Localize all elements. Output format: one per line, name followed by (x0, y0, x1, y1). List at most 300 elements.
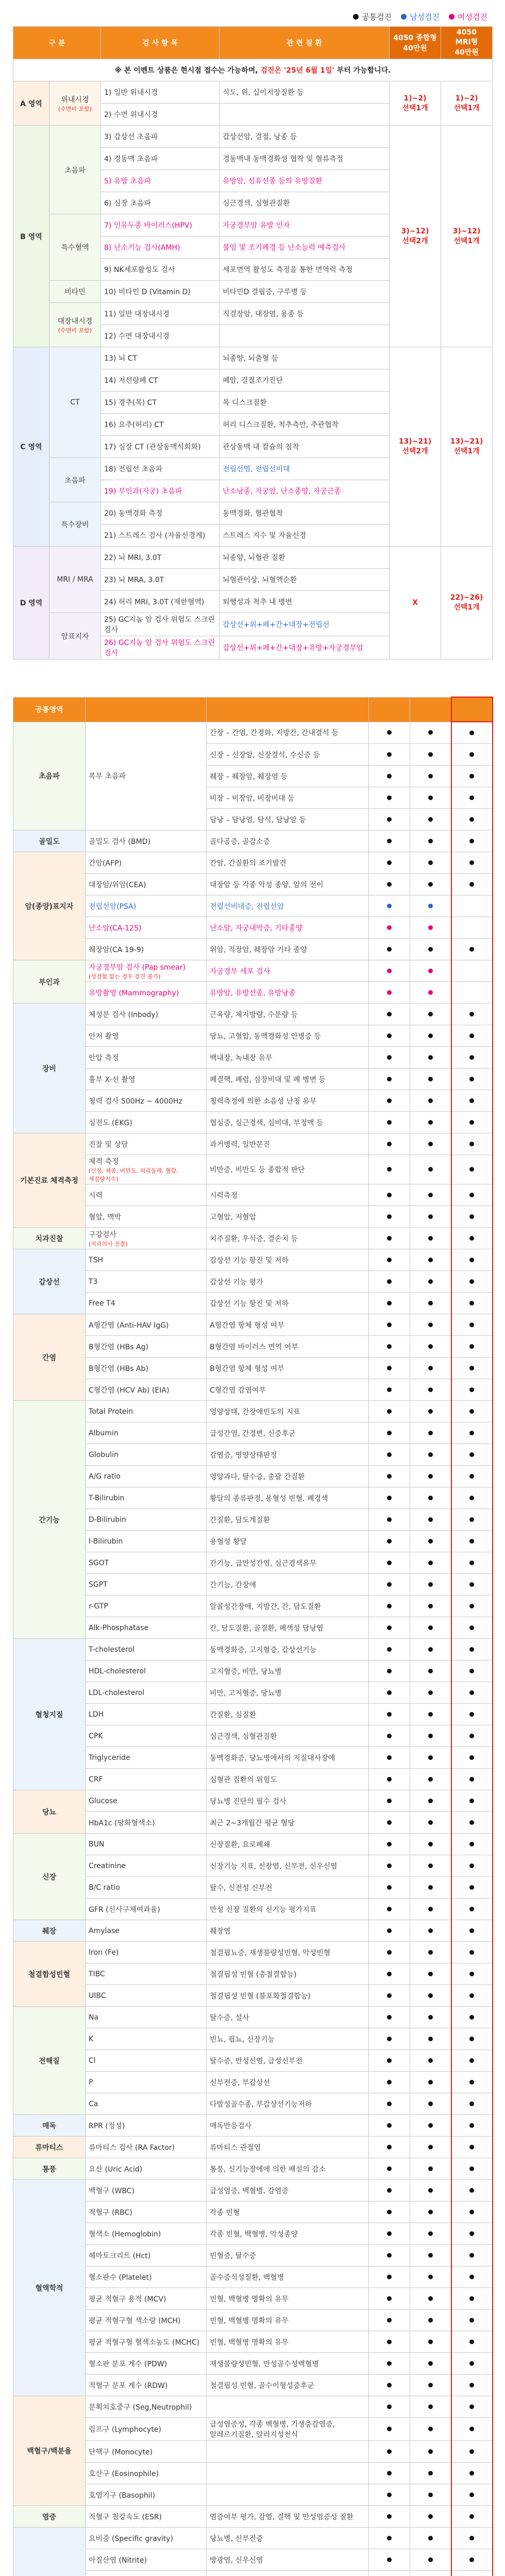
common-dot-icon (387, 2514, 392, 2519)
common-dot-icon (428, 1366, 433, 1370)
common-dot-icon (387, 860, 392, 865)
inclusion-mark (369, 809, 410, 831)
inclusion-mark (410, 1942, 451, 1963)
common-dot-icon (428, 1928, 433, 1933)
common-row (13, 1025, 493, 1047)
notice-text: ※ 본 이벤트 상품은 현시점 접수는 가능하며, 검진은 '25년 6월 1일' 부터 가능합니다. (13, 59, 493, 81)
common-dot-icon (469, 1496, 474, 1500)
inclusion-mark (451, 2571, 493, 2576)
common-row (13, 1596, 493, 1617)
inclusion-mark (410, 2288, 451, 2310)
common-item: I-Bilirubin (86, 1531, 207, 1552)
common-item: T-Bilirubin (86, 1487, 207, 1509)
inclusion-mark (410, 2418, 451, 2441)
common-area: 신장 (13, 1834, 86, 1920)
inclusion-mark (451, 1920, 493, 1942)
common-dot-icon (428, 1098, 433, 1103)
common-area: 골밀도 (13, 831, 86, 852)
common-dot-icon (428, 1950, 433, 1955)
common-dot-icon (387, 1055, 392, 1060)
common-dot-icon (387, 1799, 392, 1803)
inclusion-mark (410, 2310, 451, 2331)
common-dot-icon (469, 1539, 474, 1544)
common-dot-icon (469, 2427, 474, 2431)
common-item: TSH (86, 1249, 207, 1271)
common-dot-icon (428, 1799, 433, 1803)
legend-female-label: 여성검진 (458, 12, 487, 22)
common-desc: 시력측정 (207, 1184, 369, 1206)
common-dot-icon (428, 2318, 433, 2323)
common-row (13, 895, 493, 917)
common-dot-icon (428, 2253, 433, 2258)
common-dot-icon (469, 1517, 474, 1522)
common-item: Triglyceride (86, 1747, 207, 1769)
common-items-table (13, 697, 493, 2576)
common-dot-icon (428, 1734, 433, 1738)
common-dot-icon (428, 2058, 433, 2063)
common-item: 적혈구 침강속도 (ESR) (86, 2506, 207, 2528)
common-area: 당뇨 (13, 1790, 86, 1834)
common-dot-icon (428, 1279, 433, 1284)
common-dot-icon (387, 1561, 392, 1565)
legend-male-label: 남성검진 (410, 12, 440, 22)
common-dot-icon (387, 2471, 392, 2476)
common-dot-icon (387, 1077, 392, 1081)
common-dot-icon (428, 752, 433, 757)
inclusion-mark (369, 1509, 410, 1531)
common-dot-icon (428, 1214, 433, 1219)
inclusion-mark (369, 2093, 410, 2115)
common-dot-icon (428, 1604, 433, 1608)
exam-desc: 뇌종양, 뇌혈관 질환 (220, 547, 390, 569)
common-area: 초음파 (13, 722, 86, 831)
common-dot-icon (469, 1842, 474, 1846)
common-dot-icon (469, 2514, 474, 2519)
common-item: 평균 적혈구 용적 (MCV) (86, 2288, 207, 2310)
common-dot-icon (387, 1167, 392, 1172)
common-dot-icon (428, 1012, 433, 1016)
common-dot-icon (469, 1993, 474, 1998)
inclusion-mark (410, 1004, 451, 1025)
header-area: 공통영역 (13, 697, 86, 722)
common-row (13, 1834, 493, 1855)
common-dot-icon (469, 1647, 474, 1652)
inclusion-mark (410, 939, 451, 960)
common-row (13, 2028, 493, 2050)
common-area: 암(종양)표지자 (13, 852, 86, 960)
exam-item: 1) 일반 위내시경 (101, 81, 220, 104)
common-dot-icon (387, 1734, 392, 1738)
common-dot-icon (387, 1452, 392, 1457)
male-dot-icon (401, 14, 407, 20)
inclusion-mark (369, 1249, 410, 1271)
common-dot-icon (387, 1344, 392, 1349)
common-dot-icon (469, 2340, 474, 2344)
common-row (13, 2310, 493, 2331)
inclusion-mark (451, 2072, 493, 2093)
inclusion-mark (451, 2158, 493, 2180)
inclusion-mark (451, 1574, 493, 1596)
exam-item: 10) 비타민 D (Vitamin D) (101, 281, 220, 303)
common-dot-icon (469, 2318, 474, 2323)
common-dot-icon (428, 2383, 433, 2387)
inclusion-mark (451, 1877, 493, 1899)
inclusion-mark (369, 939, 410, 960)
package-general-select: 13)~21) 선택2개 (390, 347, 441, 547)
common-item: 난소암(CA-125) (86, 917, 207, 939)
inclusion-mark (369, 1206, 410, 1228)
common-dot-icon (469, 2231, 474, 2236)
exam-item: 18) 전립선 초음파 (101, 458, 220, 480)
inclusion-mark (410, 2353, 451, 2375)
inclusion-mark (410, 1090, 451, 1112)
inclusion-mark (451, 1090, 493, 1112)
inclusion-mark (451, 1271, 493, 1293)
inclusion-mark (369, 1133, 410, 1155)
inclusion-mark (451, 1682, 493, 1704)
common-dot-icon (428, 2296, 433, 2301)
common-dot-icon (387, 2275, 392, 2279)
inclusion-mark (451, 895, 493, 917)
inclusion-mark (369, 2418, 410, 2441)
common-dot-icon (387, 2340, 392, 2344)
sub-category: CT (49, 347, 101, 458)
common-dot-icon (428, 1820, 433, 1825)
inclusion-mark (410, 1249, 451, 1271)
common-dot-icon (387, 2058, 392, 2063)
inclusion-mark (369, 1379, 410, 1401)
common-dot-icon (387, 2123, 392, 2128)
common-dot-icon (428, 1236, 433, 1241)
inclusion-mark (410, 1401, 451, 1422)
common-dot-icon (469, 1885, 474, 1890)
common-dot-icon (428, 1517, 433, 1522)
inclusion-mark (451, 2050, 493, 2072)
common-dot-icon (353, 14, 359, 20)
common-dot-icon (469, 2123, 474, 2128)
common-row (13, 2441, 493, 2463)
common-dot-icon (387, 795, 392, 800)
package-row (13, 126, 493, 148)
common-dot-icon (469, 1474, 474, 1479)
common-item: SGOT (86, 1552, 207, 1574)
common-dot-icon (428, 1755, 433, 1760)
common-desc: 신장 – 신장암, 신장결석, 수신증 등 (207, 744, 369, 766)
common-dot-icon (469, 1820, 474, 1825)
inclusion-mark (369, 1047, 410, 1069)
common-dot-icon (428, 2231, 433, 2236)
common-dot-icon (387, 2536, 392, 2540)
inclusion-mark (451, 1401, 493, 1422)
exam-desc: 심근경색, 심혈관질환 (220, 192, 390, 214)
common-item (86, 2571, 207, 2576)
common-dot-icon (428, 2361, 433, 2366)
common-desc: 백내장, 녹내장 유무 (207, 1047, 369, 1069)
inclusion-mark (369, 1271, 410, 1293)
inclusion-mark (410, 1985, 451, 2007)
common-dot-icon (469, 1972, 474, 1976)
common-dot-icon (428, 1496, 433, 1500)
common-dot-icon (469, 1098, 474, 1103)
common-row (13, 1985, 493, 2007)
inclusion-mark (410, 2093, 451, 2115)
common-dot-icon (387, 1517, 392, 1522)
sub-category: 대장내시경 (수면비 포함) (49, 303, 101, 347)
common-dot-icon (469, 2037, 474, 2041)
inclusion-mark (369, 1069, 410, 1090)
common-row (13, 2050, 493, 2072)
common-dot-icon (469, 2102, 474, 2106)
sub-category: 초음파 (49, 126, 101, 214)
common-item-note: (신장, 체중, 비만도, 허리둘레, 혈압, 체질량지수) (89, 1167, 178, 1182)
area-label: B 영역 (13, 126, 49, 347)
common-item: LDL-cholesterol (86, 1682, 207, 1704)
common-item: HbA1c (당화혈색소) (86, 1812, 207, 1834)
common-desc: 비만, 고지혈증, 당뇨병 (207, 1682, 369, 1704)
common-desc: 난소암, 자궁내막증, 기타종양 (207, 917, 369, 939)
common-row (13, 1004, 493, 1025)
common-dot-icon (428, 1972, 433, 1976)
common-desc: 탈수증, 설사 (207, 2007, 369, 2028)
inclusion-mark (369, 1314, 410, 1336)
inclusion-mark (410, 2571, 451, 2576)
common-desc: B형간염 항체 형성 여부 (207, 1358, 369, 1379)
common-area: 장비 (13, 1004, 86, 1133)
common-row (13, 1271, 493, 1293)
common-items-header (13, 697, 493, 722)
inclusion-mark (451, 917, 493, 939)
inclusion-mark (410, 960, 451, 982)
common-item: 췌장암(CA 19-9) (86, 939, 207, 960)
common-dot-icon (469, 1690, 474, 1695)
package-row (13, 547, 493, 569)
inclusion-mark (410, 1574, 451, 1596)
common-dot-icon (469, 1625, 474, 1630)
common-desc: 동맥경화증, 당뇨병에서의 지질대사장애 (207, 1747, 369, 1769)
female-dot-icon (387, 990, 392, 995)
common-item: 류마티스 검사 (RA Factor) (86, 2137, 207, 2158)
inclusion-mark (451, 831, 493, 852)
common-item: 평균 적혈구혈 혈색소농도 (MCHC) (86, 2331, 207, 2353)
common-dot-icon (428, 2145, 433, 2149)
common-item: T3 (86, 1271, 207, 1293)
common-desc: 췌장염 (207, 1920, 369, 1942)
common-dot-icon (469, 795, 474, 800)
common-desc: 급성염증성, 각종 백혈병, 기생충감염증, 알레르기질환, 알러지성천식 (207, 2418, 369, 2441)
inclusion-mark (410, 766, 451, 787)
female-dot-icon (428, 990, 433, 995)
common-area: 혈액학적 (13, 2180, 86, 2396)
common-row (13, 1047, 493, 1069)
common-dot-icon (469, 1193, 474, 1197)
common-dot-icon (387, 817, 392, 822)
inclusion-mark (410, 1747, 451, 1769)
inclusion-mark (410, 1293, 451, 1314)
common-dot-icon (428, 1193, 433, 1197)
inclusion-mark (369, 1855, 410, 1877)
inclusion-mark (369, 1769, 410, 1790)
inclusion-mark (369, 766, 410, 787)
common-dot-icon (428, 795, 433, 800)
package-general-select: 1)~2) 선택1개 (390, 81, 441, 126)
inclusion-mark (451, 1963, 493, 1985)
inclusion-mark (451, 1660, 493, 1682)
male-dot-icon (428, 904, 433, 908)
common-item: 골밀도 검사 (BMD) (86, 831, 207, 852)
common-item: 요산 (Uric Acid) (86, 2158, 207, 2180)
common-dot-icon (469, 1928, 474, 1933)
inclusion-mark (451, 1112, 493, 1133)
common-row (13, 917, 493, 939)
common-dot-icon (428, 882, 433, 887)
common-desc: 빈혈, 백혈병 명확의 유무 (207, 2288, 369, 2310)
common-dot-icon (469, 1120, 474, 1125)
common-dot-icon (469, 1582, 474, 1587)
common-dot-icon (387, 1496, 392, 1500)
inclusion-mark (451, 1790, 493, 1812)
inclusion-mark (369, 2028, 410, 2050)
common-desc: 근육량, 체지방량, 수분량 등 (207, 1004, 369, 1025)
common-dot-icon (428, 2210, 433, 2214)
inclusion-mark (451, 2007, 493, 2028)
common-item: HDL-cholesterol (86, 1660, 207, 1682)
inclusion-mark (451, 960, 493, 982)
inclusion-mark (451, 1025, 493, 1047)
common-row (13, 2266, 493, 2288)
exam-desc: 퇴행성과 척추 내 병변 (220, 591, 390, 613)
inclusion-mark (451, 1769, 493, 1790)
common-item: 요비중 (Specific gravity) (86, 2528, 207, 2549)
common-desc: 과거병력, 일반문진 (207, 1133, 369, 1155)
exam-desc (220, 104, 390, 126)
common-item: 평균 적혈구혈 색소량 (MCH) (86, 2310, 207, 2331)
inclusion-mark (451, 1466, 493, 1487)
package-mri-select: 1)~2) 선택1개 (441, 81, 493, 126)
sub-category: MRI / MRA (49, 547, 101, 613)
inclusion-mark (410, 1509, 451, 1531)
inclusion-mark (410, 1855, 451, 1877)
common-area: 췌장 (13, 1920, 86, 1942)
common-item: 백혈구 (WBC) (86, 2180, 207, 2201)
common-row (13, 2375, 493, 2396)
exam-desc: 뇌혈관이상, 뇌혈액순환 (220, 569, 390, 591)
common-row (13, 1812, 493, 1834)
legend (0, 0, 505, 26)
exam-item: 21) 스트레스 검사 (자율신경계) (101, 524, 220, 547)
common-row (13, 2571, 493, 2576)
inclusion-mark (410, 1336, 451, 1358)
exam-desc: 식도, 위, 십이지장질환 등 (220, 81, 390, 104)
common-dot-icon (469, 2493, 474, 2497)
common-dot-icon (428, 1258, 433, 1262)
inclusion-mark (451, 1899, 493, 1920)
common-row (13, 1552, 493, 1574)
inclusion-mark (369, 744, 410, 766)
common-dot-icon (387, 1214, 392, 1219)
sub-category: 특수혈액 (49, 214, 101, 281)
common-desc: 각종 빈혈 (207, 2201, 369, 2223)
inclusion-mark (410, 831, 451, 852)
common-item: 유방촬영 (Mammography) (86, 982, 207, 1004)
common-desc: 대장암 등 각종 악성 종양, 암의 전이 (207, 874, 369, 895)
common-row (13, 2072, 493, 2093)
common-dot-icon (387, 1777, 392, 1782)
common-row (13, 1422, 493, 1444)
common-row (13, 2115, 493, 2137)
area-label: A 영역 (13, 81, 49, 126)
inclusion-mark (451, 1133, 493, 1155)
inclusion-mark (451, 1358, 493, 1379)
common-item: 분획치호중구 (Seg,Neutrophil) (86, 2396, 207, 2418)
inclusion-mark (410, 1466, 451, 1487)
common-dot-icon (387, 1142, 392, 1146)
common-dot-icon (469, 1012, 474, 1016)
common-dot-icon (428, 839, 433, 843)
inclusion-mark (369, 2331, 410, 2353)
inclusion-mark (451, 1834, 493, 1855)
common-item: 체성분 검사 (Inbody) (86, 1004, 207, 1025)
common-dot-icon (428, 1539, 433, 1544)
common-dot-icon (469, 2383, 474, 2387)
inclusion-mark (451, 1487, 493, 1509)
common-row (13, 1358, 493, 1379)
common-dot-icon (469, 1452, 474, 1457)
common-dot-icon (428, 1712, 433, 1717)
sub-category: 특수장비 (49, 502, 101, 547)
common-dot-icon (387, 882, 392, 887)
common-item: 대장암/위암(CEA) (86, 874, 207, 895)
sub-category: 암표지자 (49, 613, 101, 659)
common-item: 아질산염 (Nitrite) (86, 2549, 207, 2571)
inclusion-mark (369, 1660, 410, 1682)
inclusion-mark (410, 1155, 451, 1184)
inclusion-mark (410, 1552, 451, 1574)
common-area: 백혈구/백분율 (13, 2396, 86, 2506)
common-dot-icon (469, 2361, 474, 2366)
inclusion-mark (369, 2549, 410, 2571)
inclusion-mark (451, 2506, 493, 2528)
inclusion-mark (451, 982, 493, 1004)
exam-item: 2) 수면 위내시경 (101, 104, 220, 126)
inclusion-mark (410, 2050, 451, 2072)
inclusion-mark (369, 1293, 410, 1314)
common-desc: 간, 담도질환, 골질환, 폐색성 담낭염 (207, 1617, 369, 1639)
exam-item: 20) 동맥경화 측정 (101, 502, 220, 524)
header-m2 (410, 697, 451, 722)
female-dot-icon (449, 14, 454, 20)
common-item: Na (86, 2007, 207, 2028)
common-dot-icon (387, 2296, 392, 2301)
common-row (13, 2549, 493, 2571)
common-desc (207, 2441, 369, 2463)
common-dot-icon (469, 2275, 474, 2279)
common-item: 구강검사 (치과의사 진찰) (86, 1228, 207, 1249)
common-desc: 간질환, 담도계질환 (207, 1509, 369, 1531)
inclusion-mark (369, 1358, 410, 1379)
exam-desc: 스트레스 지수 및 자율신경 (220, 524, 390, 547)
common-dot-icon (469, 860, 474, 865)
exam-item: 25) GC지놈 암 검사 위험도 스크린 검사 (101, 613, 220, 636)
inclusion-mark (410, 2137, 451, 2158)
common-desc: 갑상선 기능 항진 및 저하 (207, 1293, 369, 1314)
common-dot-icon (469, 1055, 474, 1060)
common-row (13, 1574, 493, 1596)
common-dot-icon (469, 817, 474, 822)
header-item-2 (86, 697, 207, 722)
common-dot-icon (428, 2449, 433, 2454)
common-dot-icon (469, 1167, 474, 1172)
inclusion-mark (369, 1336, 410, 1358)
